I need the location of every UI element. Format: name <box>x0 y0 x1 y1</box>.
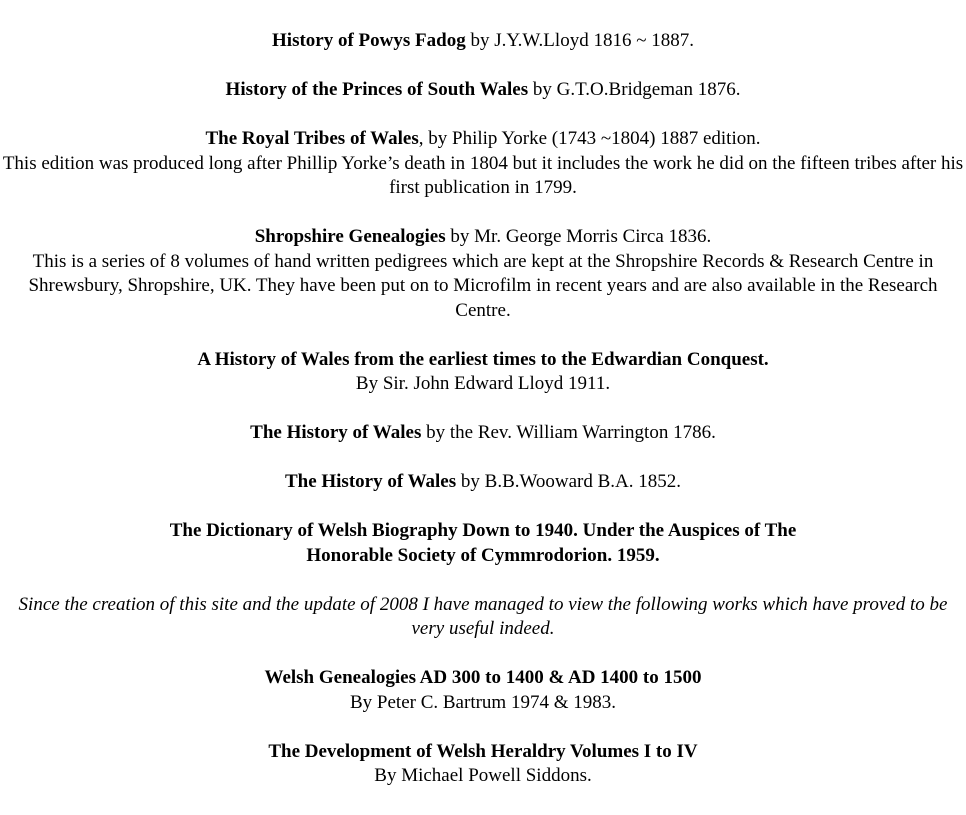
entry-title-line1: The Dictionary of Welsh Biography Down to 1940. Under the Auspices of The <box>169 520 797 541</box>
entry-royal-tribes <box>0 127 966 201</box>
entry-byline: By Peter C. Bartrum 1974 & 1983. <box>350 691 616 713</box>
entry-princes-south-wales <box>0 78 966 103</box>
entry-title: The History of Wales <box>250 422 422 443</box>
entry-history-of-wales-lloyd <box>0 348 966 397</box>
intro-note <box>0 593 966 642</box>
entry-author: by B.B.Wooward B.A. 1852. <box>456 471 682 492</box>
entry-author: by G.T.O.Bridgeman 1876. <box>528 79 741 100</box>
intro-text: Since the creation of this site and the update of 2008 I have managed to view the following works which have proved to be very useful indeed. <box>18 593 948 639</box>
entry-title: The Development of Welsh Heraldry Volumes I to IV <box>268 740 698 762</box>
entry-history-of-wales-wooward <box>0 470 966 495</box>
entry-title: Welsh Genealogies AD 300 to 1400 & AD 1400 to 1500 <box>264 667 702 688</box>
entry-title: The History of Wales <box>284 471 457 492</box>
entry-powys-fadog <box>0 29 966 54</box>
entry-title: Shropshire Genealogies <box>254 226 446 247</box>
entry-author: , by Philip Yorke (1743 ~1804) 1887 edition. <box>418 128 761 149</box>
entry-title: A History of Wales from the earliest times to the Edwardian Conquest. <box>197 348 769 370</box>
entry-byline: By Sir. John Edward Lloyd 1911. <box>355 373 611 394</box>
entry-title: The Royal Tribes of Wales <box>205 128 419 149</box>
entry-note: This edition was produced long after Phillip Yorke’s death in 1804 but it includes the work he did on the fifteen tribes after his first publication in 1799. <box>2 152 964 198</box>
entry-author: by the Rev. William Warrington 1786. <box>421 422 716 443</box>
entry-note: This is a series of 8 volumes of hand written pedigrees which are kept at the Shropshire Records & Research Centre in Shrewsbury, Shropshire, UK. They have been put on to Microfilm in recent years and are also available in the Research Centre. <box>28 250 938 321</box>
entry-dictionary-welsh-biography <box>0 519 966 568</box>
entry-title: History of the Princes of South Wales <box>225 79 529 100</box>
entry-welsh-heraldry <box>0 740 966 789</box>
entry-author: by Mr. George Morris Circa 1836. <box>445 226 712 247</box>
entry-title-line2: Honorable Society of Cymmrodorion. 1959. <box>306 544 660 566</box>
entry-title: History of Powys Fadog <box>272 30 466 51</box>
entry-welsh-genealogies <box>0 666 966 715</box>
entry-author: by J.Y.W.Lloyd 1816 ~ 1887. <box>465 30 694 51</box>
entry-shropshire-genealogies <box>0 225 966 323</box>
entry-byline: By Michael Powell Siddons. <box>374 765 592 786</box>
entry-history-of-wales-warrington <box>0 421 966 446</box>
